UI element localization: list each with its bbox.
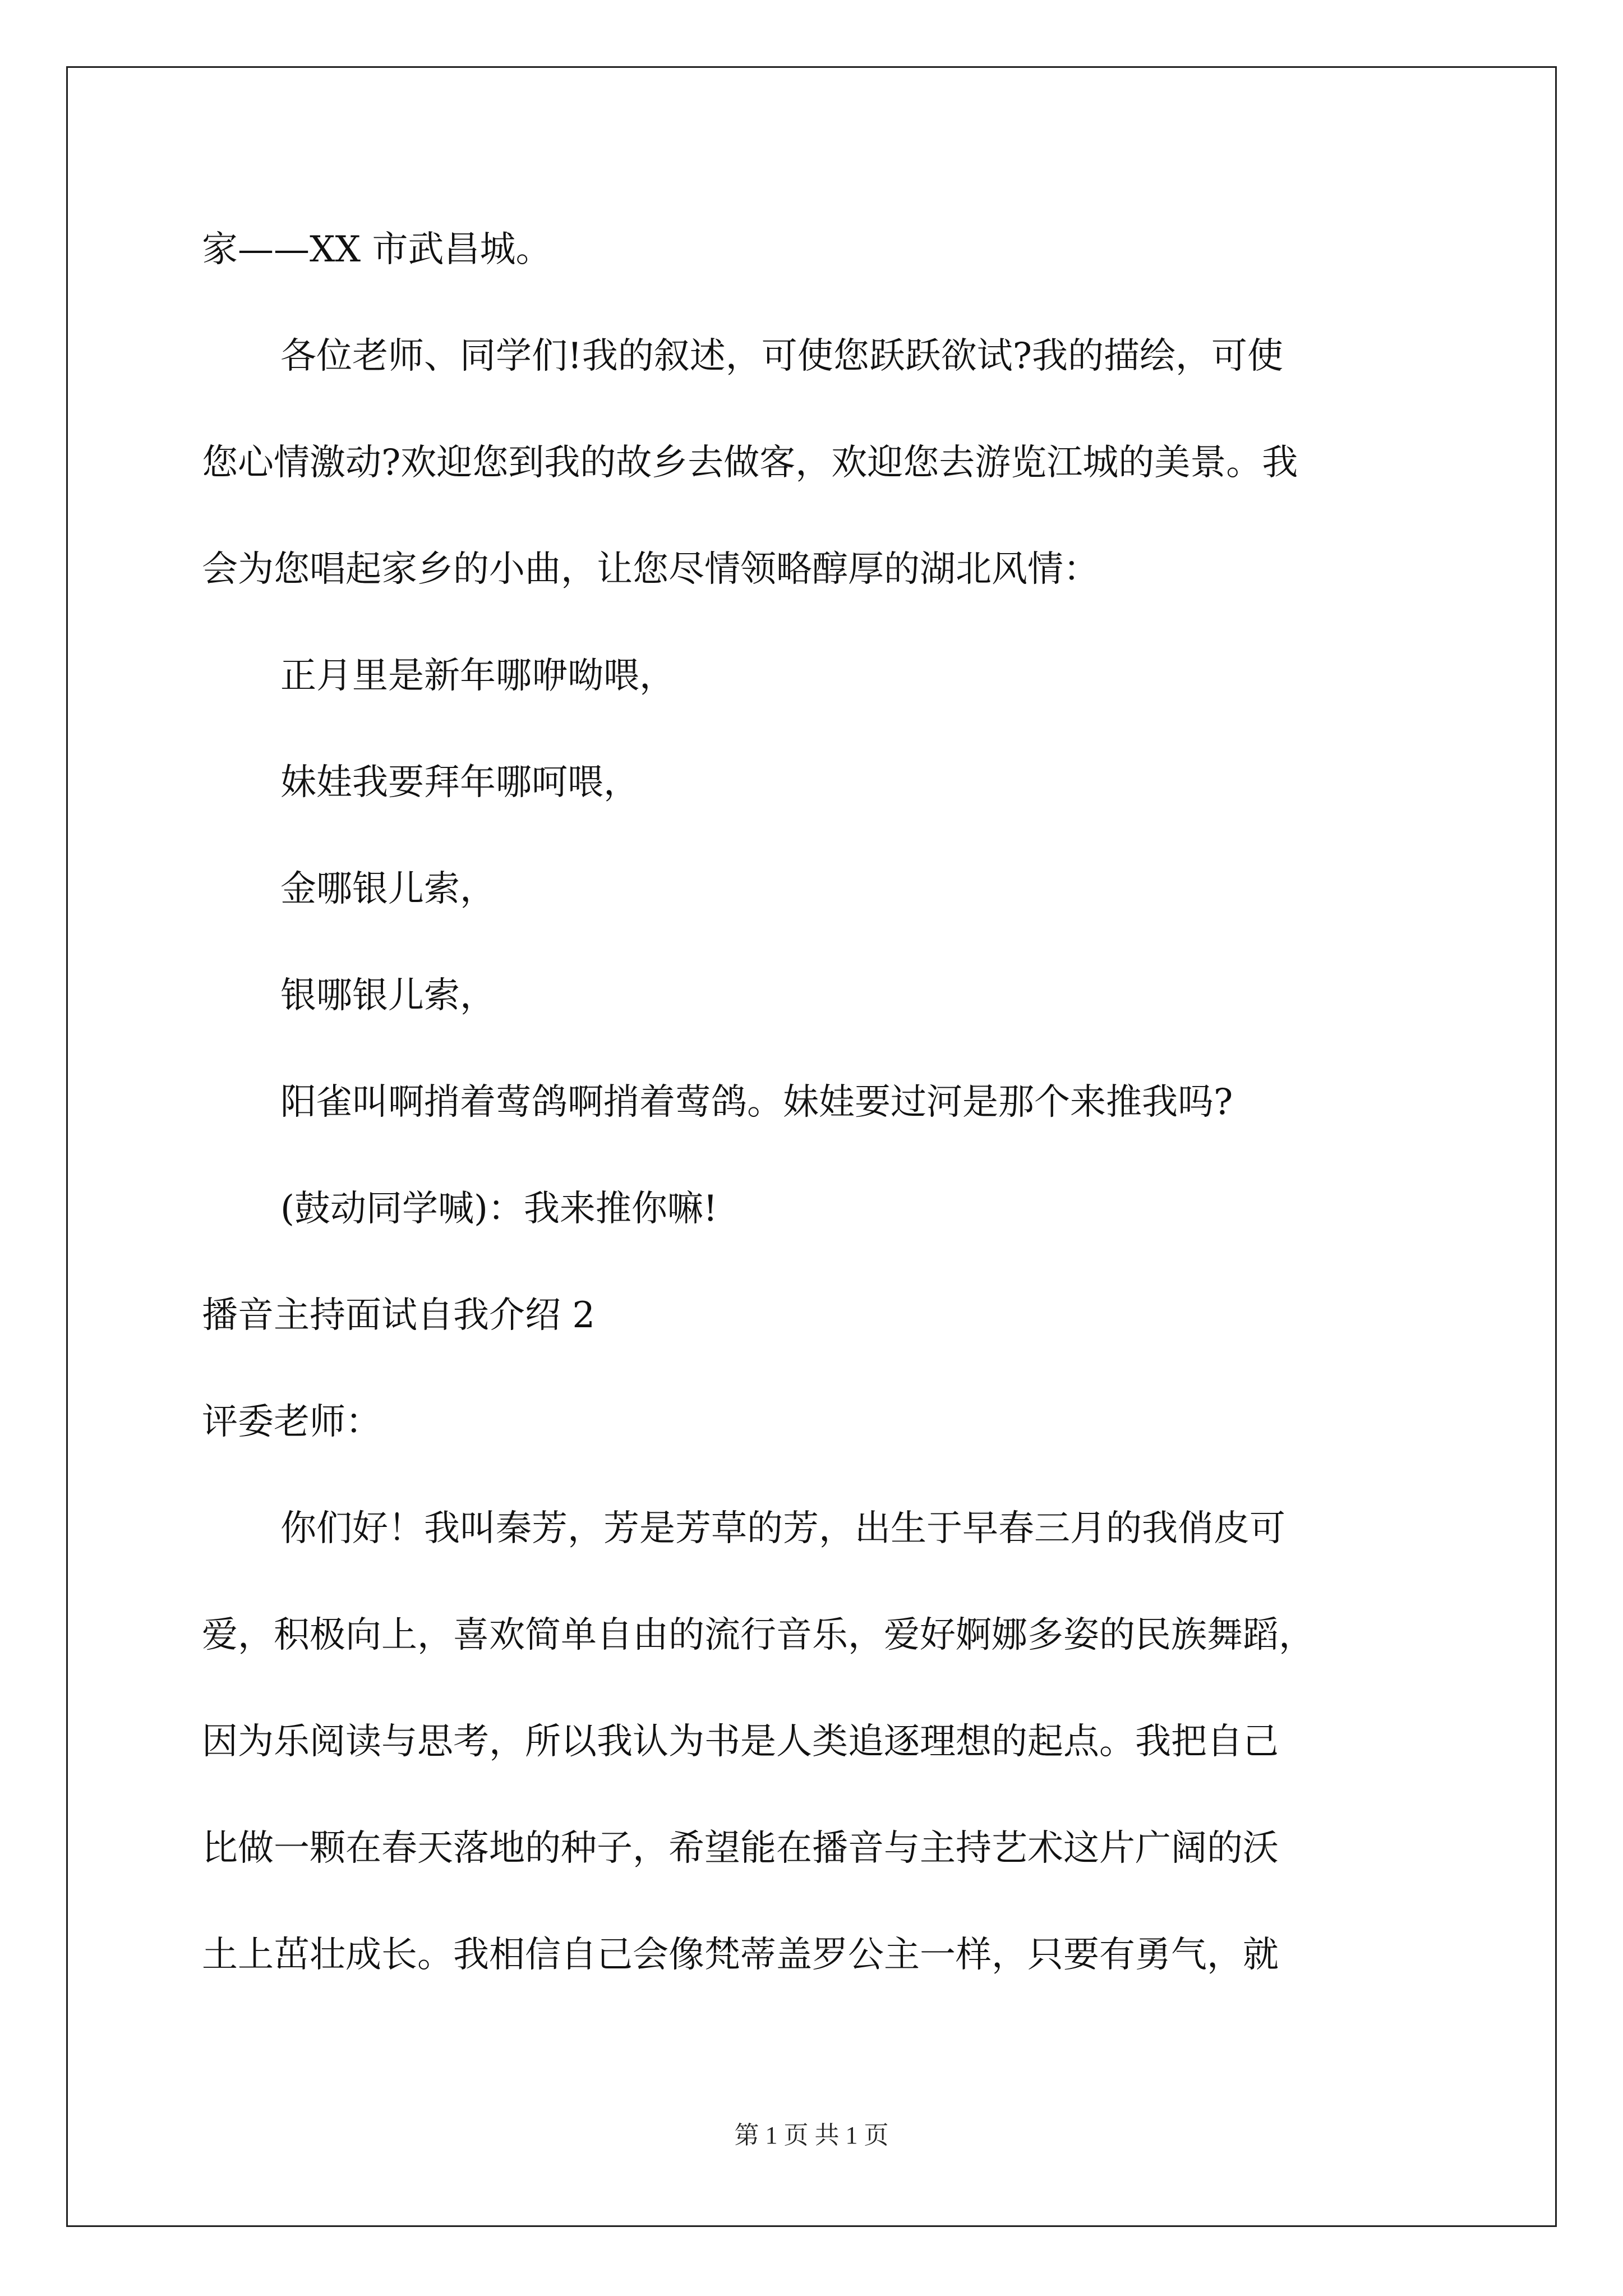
lyric-line-4: 银哪银儿索， <box>280 975 496 1016</box>
lyric-line-3: 金哪银儿索， <box>280 868 496 910</box>
text-line-17: 土上茁壮成长。我相信自己会像梵蒂盖罗公主一样，只要有勇气，就 <box>202 1934 1279 1976</box>
text-line-2: 各位老师、同学们!我的叙述，可使您跃跃欲试?我的描绘，可使 <box>280 335 1284 377</box>
section-heading: 播音主持面试自我介绍 2 <box>202 1295 596 1336</box>
salutation: 评委老师： <box>202 1401 381 1443</box>
text-line-13: 你们好！我叫秦芳，芳是芳草的芳，出生于早春三月的我俏皮可 <box>280 1508 1285 1549</box>
lyric-line-1: 正月里是新年哪咿呦喂， <box>280 655 675 697</box>
text-line-10: (鼓动同学喊)：我来推你嘛! <box>280 1188 718 1230</box>
text-line-16: 比做一颗在春天落地的种子，希望能在播音与主持艺术这片广阔的沃 <box>202 1828 1279 1869</box>
text-line-1: 家——XX 市武昌城。 <box>202 229 552 270</box>
document-body <box>202 196 1436 2008</box>
text-line-4: 会为您唱起家乡的小曲，让您尽情领略醇厚的湖北风情： <box>202 549 1099 590</box>
text-line-14: 爱，积极向上，喜欢简单自由的流行音乐，爱好婀娜多姿的民族舞蹈， <box>202 1614 1315 1656</box>
text-line-3: 您心情激动?欢迎您到我的故乡去做客，欢迎您去游览江城的美景。我 <box>202 442 1298 484</box>
lyric-line-2: 妹娃我要拜年哪呵喂， <box>280 762 639 803</box>
lyric-line-5: 阳雀叫啊捎着莺鸽啊捎着莺鸽。妹娃要过河是那个来推我吗? <box>280 1082 1233 1123</box>
text-line-15: 因为乐阅读与思考，所以我认为书是人类追逐理想的起点。我把自己 <box>202 1721 1279 1763</box>
page-footer: 第 1 页 共 1 页 <box>734 2122 889 2149</box>
